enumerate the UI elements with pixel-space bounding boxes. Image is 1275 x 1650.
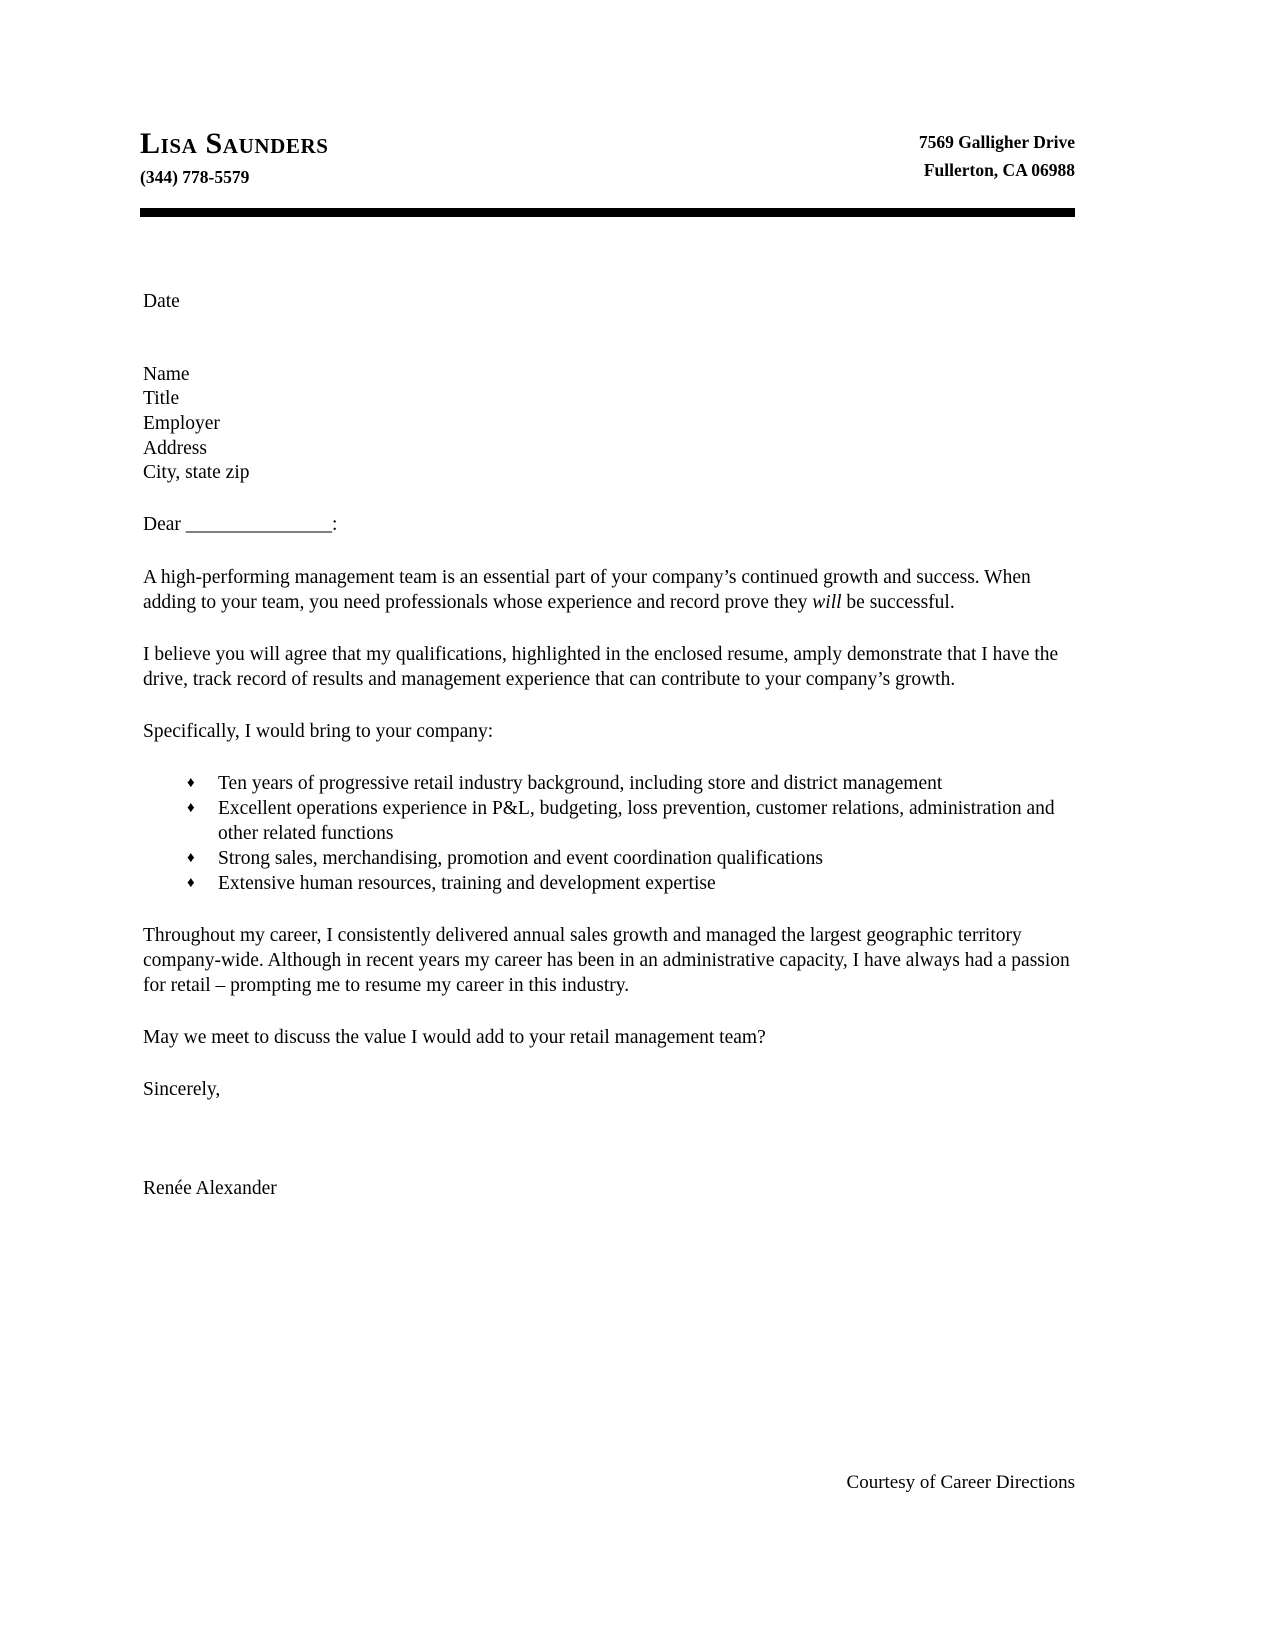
list-item (143, 771, 1073, 796)
paragraph-opening-text-b: be successful. (841, 591, 955, 613)
paragraph-opening (143, 565, 1073, 615)
letter-sheet (140, 0, 1075, 1650)
list-item-label: Extensive human resources, training and development expertise (218, 873, 716, 895)
recipient-title: Title (143, 388, 180, 410)
qualifications-list (143, 771, 1073, 896)
list-item (143, 796, 1073, 846)
spacer (143, 1150, 1073, 1177)
signature-name: Renée Alexander (143, 1178, 277, 1200)
recipient-address-block (143, 363, 1073, 486)
list-item-label: Excellent operations experience in P&L, budgeting, loss prevention, customer relations, administration and other related functions (218, 797, 1055, 844)
diamond-bullet-icon: ♦ (187, 799, 195, 816)
spacer (143, 692, 1073, 719)
letterhead-divider-rule (140, 208, 1075, 217)
list-item-label: Ten years of progressive retail industry background, including store and district management (218, 772, 943, 794)
sender-phone: (344) 778-5579 (140, 167, 250, 188)
paragraph-career-history: Throughout my career, I consistently delivered annual sales growth and managed the largest geographic territory company-wide. Although in recent years my career has been in an administrative capacity, I have always had a passion for retail – prompting me to resume my career in this industry. (143, 925, 1070, 997)
spacer (143, 1050, 1073, 1077)
recipient-name: Name (143, 363, 190, 385)
spacer (143, 486, 1073, 513)
diamond-bullet-icon: ♦ (187, 875, 195, 892)
letter-body (143, 290, 1073, 1202)
recipient-employer: Employer (143, 412, 220, 434)
sender-street-address: 7569 Galligher Drive (918, 132, 1075, 152)
list-item-label: Strong sales, merchandising, promotion and event coordination qualifications (218, 847, 823, 869)
spacer (143, 315, 1073, 363)
paragraph-opening-text-a: A high-performing management team is an essential part of your company’s continued growth and success. When adding to your team, you need professionals whose experience and record prove they (143, 566, 1031, 613)
spacer (143, 538, 1073, 565)
paragraph-call-to-action: May we meet to discuss the value I would add to your retail management team? (143, 1027, 766, 1049)
list-item (143, 871, 1073, 896)
recipient-address: Address (143, 437, 207, 459)
paragraph-bullets-intro: Specifically, I would bring to your company: (143, 720, 494, 742)
sender-name: Lisa Saunders (140, 127, 329, 160)
footer (140, 1472, 1075, 1494)
paragraph-opening-emphasis: will (812, 591, 842, 613)
spacer (143, 615, 1073, 642)
list-item (143, 846, 1073, 871)
date-placeholder: Date (143, 291, 180, 312)
spacer (143, 896, 1073, 923)
spacer (143, 1102, 1073, 1150)
diamond-bullet-icon: ♦ (187, 849, 195, 866)
recipient-city-state-zip: City, state zip (143, 462, 250, 484)
footer-credit: Courtesy of Career Directions (846, 1472, 1075, 1493)
salutation: Dear _______________: (143, 513, 338, 535)
spacer (143, 744, 1073, 771)
letterhead-left (140, 128, 329, 191)
sender-city-state-zip: Fullerton, CA 06988 (923, 160, 1075, 181)
paragraph-qualifications: I believe you will agree that my qualifications, highlighted in the enclosed resume, amply demonstrate that I have the drive, track record of results and management experience that can contribute to your company’s growth. (143, 643, 1059, 690)
diamond-bullet-icon: ♦ (187, 774, 195, 791)
letterhead (140, 128, 1075, 191)
spacer (143, 998, 1073, 1025)
letterhead-right (919, 128, 1075, 185)
closing-salutation: Sincerely, (143, 1079, 221, 1101)
